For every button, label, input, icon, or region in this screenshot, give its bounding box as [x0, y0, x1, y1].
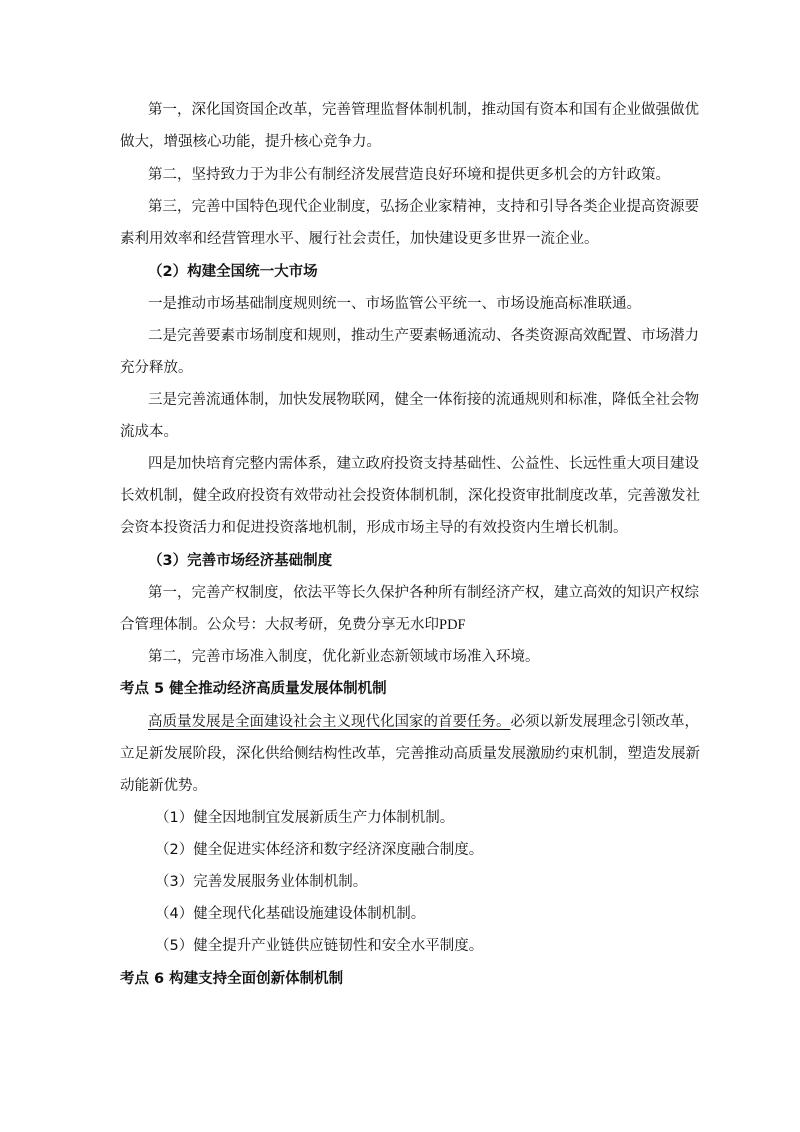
list-item: （1）健全因地制宜发展新质生产力体制机制。 — [155, 810, 455, 826]
subsection-heading: （3）完善市场经济基础制度 — [148, 553, 333, 569]
paragraph-line: 流成本。 — [120, 424, 178, 440]
paragraph-line: 长效机制，健全政府投资有效带动社会投资体制机制，深化投资审批制度改革，完善激发社 — [120, 488, 700, 504]
paragraph-line: 立足新发展阶段，深化供给侧结构性改革，完善推动高质量发展激励约束机制，塑造发展新 — [120, 746, 700, 762]
paragraph-line: 第三，完善中国特色现代企业制度，弘扬企业家精神，支持和引导各类企业提高资源要 — [148, 199, 699, 215]
section-heading: 考点 6 构建支持全面创新体制机制 — [120, 971, 344, 987]
paragraph-line: 第一，深化国资国企改革，完善管理监督体制机制，推动国有资本和国有企业做强做优 — [148, 102, 699, 118]
watermark-note: 公众号：大叔考研，免费分享无水印PDF — [207, 617, 466, 633]
paragraph-line: 第二，完善市场准入制度，优化新业态新领域市场准入环境。 — [148, 649, 540, 665]
paragraph-line: 第二，坚持致力于为非公有制经济发展营造良好环境和提供更多机会的方针政策。 — [148, 167, 670, 183]
section-heading: 考点 5 健全推动经济高质量发展体制机制 — [120, 681, 387, 697]
list-item: （3）完善发展服务业体制机制。 — [155, 874, 368, 890]
paragraph-line: 第一，完善产权制度，依法平等长久保护各种所有制经济产权，建立高效的知识产权综 — [148, 585, 699, 601]
paragraph-line: 充分释放。 — [120, 360, 193, 376]
paragraph-line — [120, 615, 466, 635]
paragraph-text: 合管理体制。 — [120, 617, 207, 633]
list-item: （5）健全提升产业链供应链韧性和安全水平制度。 — [155, 938, 484, 954]
list-item: （4）健全现代化基础设施建设体制机制。 — [155, 906, 426, 922]
paragraph-line: 会资本投资活力和促进投资落地机制，形成市场主导的有效投资内生增长机制。 — [120, 520, 628, 536]
paragraph-line: 素利用效率和经营管理水平、履行社会责任，加快建设更多世界一流企业。 — [120, 231, 599, 247]
paragraph-line: 做大，增强核心功能，提升核心竞争力。 — [120, 134, 381, 150]
paragraph-line: 三是完善流通体制，加快发展物联网，健全一体衔接的流通规则和标准，降低全社会物 — [148, 392, 699, 408]
subsection-heading: （2）构建全国统一大市场 — [148, 264, 318, 280]
paragraph-line — [148, 712, 699, 732]
paragraph-text: 必须以新发展理念引领改革， — [510, 714, 699, 730]
paragraph-line: 四是加快培育完整内需体系，建立政府投资支持基础性、公益性、长远性重大项目建设 — [148, 456, 699, 472]
paragraph-line: 动能新优势。 — [120, 778, 207, 794]
paragraph-line: 二是完善要素市场制度和规则，推动生产要素畅通流动、各类资源高效配置、市场潜力 — [148, 328, 699, 344]
list-item: （2）健全促进实体经济和数字经济深度融合制度。 — [155, 842, 484, 858]
paragraph-line: 一是推动市场基础制度规则统一、市场监管公平统一、市场设施高标准联通。 — [148, 296, 641, 312]
underlined-text: 高质量发展是全面建设社会主义现代化国家的首要任务。 — [148, 714, 511, 730]
